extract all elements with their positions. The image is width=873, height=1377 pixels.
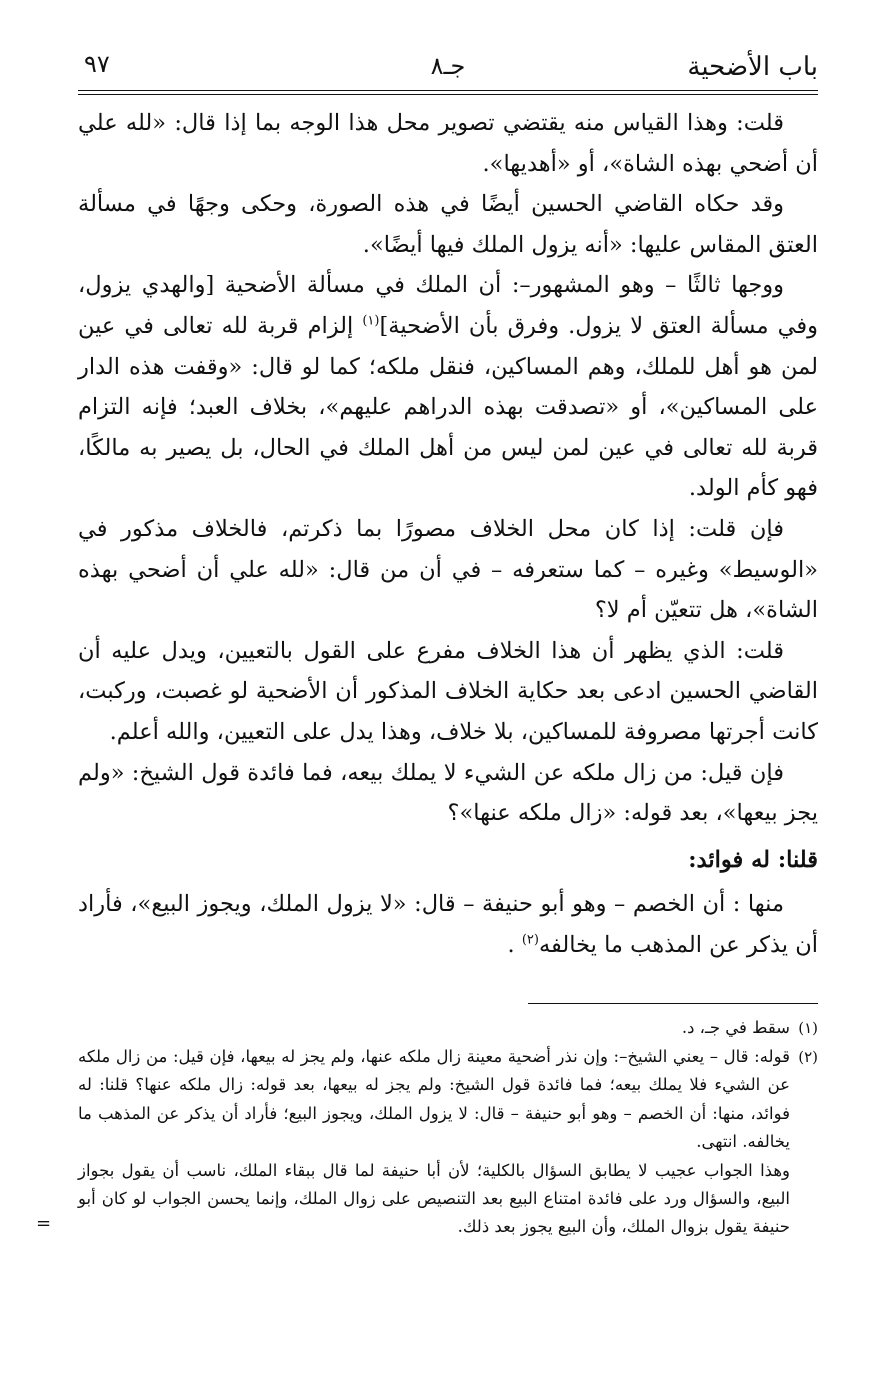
footnote-rule (528, 1003, 818, 1004)
footnote-text: سقط في جـ، د. (681, 1018, 790, 1038)
running-header (78, 40, 818, 84)
footnote-number: (٢) (798, 1047, 818, 1066)
footnote-ref-1[interactable]: (١) (362, 313, 380, 329)
sub-heading: قلنا: له فوائد: (688, 846, 818, 873)
paragraph-part: إلزام قربة لله تعالى في عين لمن هو أهل للملك، وهم المساكين، فنقل ملكه؛ كما لو قال: «وقفت هذه الدار على المساكين»، أو «تصدقت بهذه الدراهم عليهم»، بخلاف العبد؛ فإنه التزام قربة لله تعالى في عين لمن ليس من أهل الملك في الحال، بل يصير به مالكًا، فهو كأم الولد. (78, 312, 818, 502)
paragraph (78, 884, 818, 965)
paragraph-part: ووجها ثالثًا – وهو المشهور–: أن الملك في مسألة الأضحية [والهدي يزول، وفي مسألة العتق لا يزول. وفرق بأن الأضحية] (78, 272, 818, 339)
volume-label: جـ٨ (430, 52, 466, 80)
paragraph: قلت: الذي يظهر أن هذا الخلاف مفرع على القول بالتعيين، ويدل عليه أن القاضي الحسين ادعى بعد حكاية الخلاف المذكور أن الأضحية لو غصبت، وركبت، كانت أجرتها مصروفة للمساكين، بلا خلاف، وهذا يدل على التعيين، والله أعلم. (78, 637, 818, 745)
footnotes-section (36, 1014, 818, 1241)
book-page (36, 40, 818, 1242)
footnote-ref-2[interactable]: (٢) (521, 932, 539, 948)
paragraph: قلت: وهذا القياس منه يقتضي تصوير محل هذا الوجه بما إذا قال: «لله علي أن أضحي بهذه الشاة»، أو «أهديها». (78, 110, 818, 177)
continuation-mark: = (36, 1212, 52, 1234)
end-period: . (507, 931, 515, 958)
footnote-2 (78, 1043, 818, 1242)
footnote-1 (78, 1014, 818, 1042)
chapter-title: باب الأضحية (687, 52, 818, 82)
paragraph (78, 265, 818, 509)
footnote-number: (١) (798, 1019, 818, 1038)
footnote-text: وهذا الجواب عجيب لا يطابق السؤال بالكلية؛ لأن أبا حنيفة لما قال ببقاء الملك، ناسب أن يقول بجواز البيع، والسؤال ورد على فائدة امتناع البيع بعد التنصيص على زوال الملك، وإنما يحسن الجواب لو كان أبو حنيفة يقول بزوال الملك، وأن البيع يجوز بعد ذلك. (78, 1160, 790, 1237)
main-text (78, 103, 818, 965)
header-rule (78, 90, 818, 95)
paragraph: وقد حكاه القاضي الحسين أيضًا في هذه الصورة، وحكى وجهًا في مسألة العتق المقاس عليها: «أنه يزول الملك فيها أيضًا». (78, 191, 818, 258)
page-number: ٩٧ (84, 50, 110, 78)
paragraph-part: منها : أن الخصم – وهو أبو حنيفة – قال: «لا يزول الملك، ويجوز البيع»، فأراد أن يذكر عن المذهب ما يخالفه (78, 891, 818, 958)
footnote-text: قوله: قال – يعني الشيخ–: وإن نذر أضحية معينة زال ملكه عنها، ولم يجز له بيعها، فإن قيل: من زال ملكه عن الشيء فلا يملك بيعه؛ فما فائدة قول الشيخ: ولم يجز له بيعها، بعد قوله: زال ملكه عنها؟ قلنا: له فوائد، منها: أن الخصم – وهو أبو حنيفة – قال: لا يزول الملك، ويجوز البيع؛ فأراد أن يذكر عن المذهب ما يخالفه. انتهى. (78, 1046, 790, 1152)
paragraph: فإن قلت: إذا كان محل الخلاف مصورًا بما ذكرتم، فالخلاف مذكور في «الوسيط» وغيره – كما ستعرفه – في أن من قال: «لله علي أن أضحي بهذه الشاة»، هل تتعيّن أم لا؟ (78, 515, 818, 624)
paragraph: فإن قيل: من زال ملكه عن الشيء لا يملك بيعه، فما فائدة قول الشيخ: «ولم يجز بيعها»، بعد قوله: «زال ملكه عنها»؟ (78, 759, 818, 827)
